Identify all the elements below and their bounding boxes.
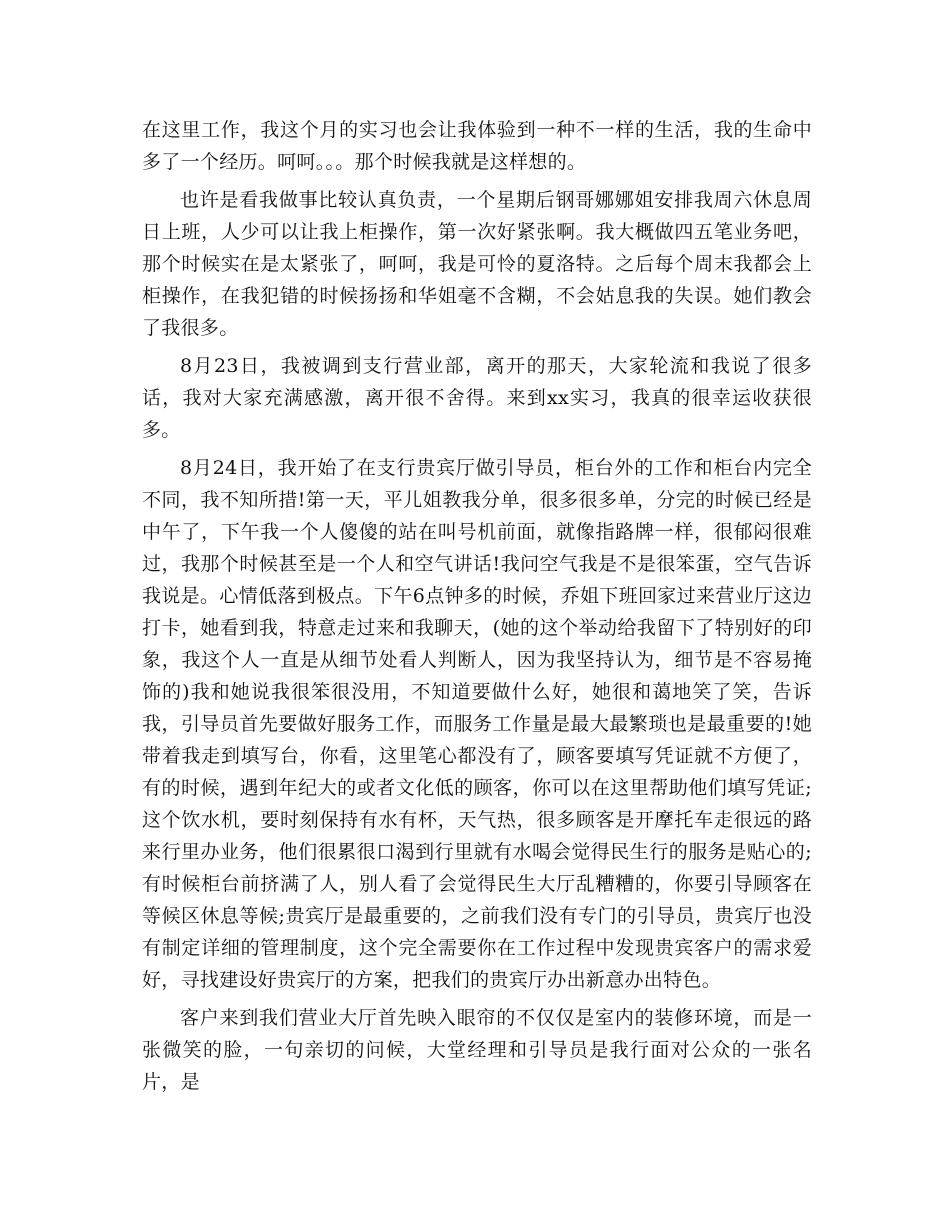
paragraph-2: 也许是看我做事比较认真负责，一个星期后钢哥娜娜姐安排我周六休息周日上班，人少可以让我上柜操作，第一次好紧张啊。我大概做四五笔业务吧，那个时候实在是太紧张了，呵呵，我是可怜的夏洛特。之后每个周末我都会上柜操作，在我犯错的时候扬扬和华姐毫不含糊，不会姑息我的失误。她们教会了我很多。 (142, 189, 812, 339)
document-body (142, 114, 812, 1098)
paragraph-4: 8月24日，我开始了在支行贵宾厅做引导员，柜台外的工作和柜台内完全不同，我不知所措!第一天，平儿姐教我分单，很多很多单，分完的时候已经是中午了，下午我一个人傻傻的站在叫号机前面，就像指路牌一样，很郁闷很难过，我那个时候甚至是一个人和空气讲话!我问空气我是不是很笨蛋，空气告诉我说是。心情低落到极点。下午6点钟多的时候，乔姐下班回家过来营业厅这边打卡，她看到我，特意走过来和我聊天，(她的这个举动给我留下了特别好的印象，我这个人一直是从细节处看人判断人，因为我坚持认为，细节是不容易掩饰的)我和她说我很笨很没用，不知道要做什么好，她很和蔼地笑了笑，告诉我，引导员首先要做好服务工作，而服务工作量是最大最繁琐也是最重要的!她带着我走到填写台，你看，这里笔心都没有了，顾客要填写凭证就不方便了，有的时候，遇到年纪大的或者文化低的顾客，你可以在这里帮助他们填写凭证;这个饮水机，要时刻保持有水有杯，天气热，很多顾客是开摩托车走很远的路来行里办业务，他们很累很口渴到行里就有水喝会觉得民生行的服务是贴心的;有时候柜台前挤满了人，别人看了会觉得民生大厅乱糟糟的，你要引导顾客在等候区休息等候;贵宾厅是最重要的，之前我们没有专门的引导员，贵宾厅也没有制定详细的管理制度，这个完全需要你在工作过程中发现贵宾客户的需求爱好，寻找建设好贵宾厅的方案，把我们的贵宾厅办出新意办出特色。 (142, 457, 812, 991)
paragraph-3: 8月23日，我被调到支行营业部，离开的那天，大家轮流和我说了很多话，我对大家充满感激，离开很不舍得。来到xx实习，我真的很幸运收获很多。 (142, 355, 812, 441)
paragraph-5: 客户来到我们营业大厅首先映入眼帘的不仅仅是室内的装修环境，而是一张微笑的脸，一句亲切的问候，大堂经理和引导员是我行面对公众的一张名片，是 (142, 1007, 812, 1093)
paragraph-1: 在这里工作，我这个月的实习也会让我体验到一种不一样的生活，我的生命中多了一个经历。呵呵。。。那个时候我就是这样想的。 (142, 119, 812, 173)
